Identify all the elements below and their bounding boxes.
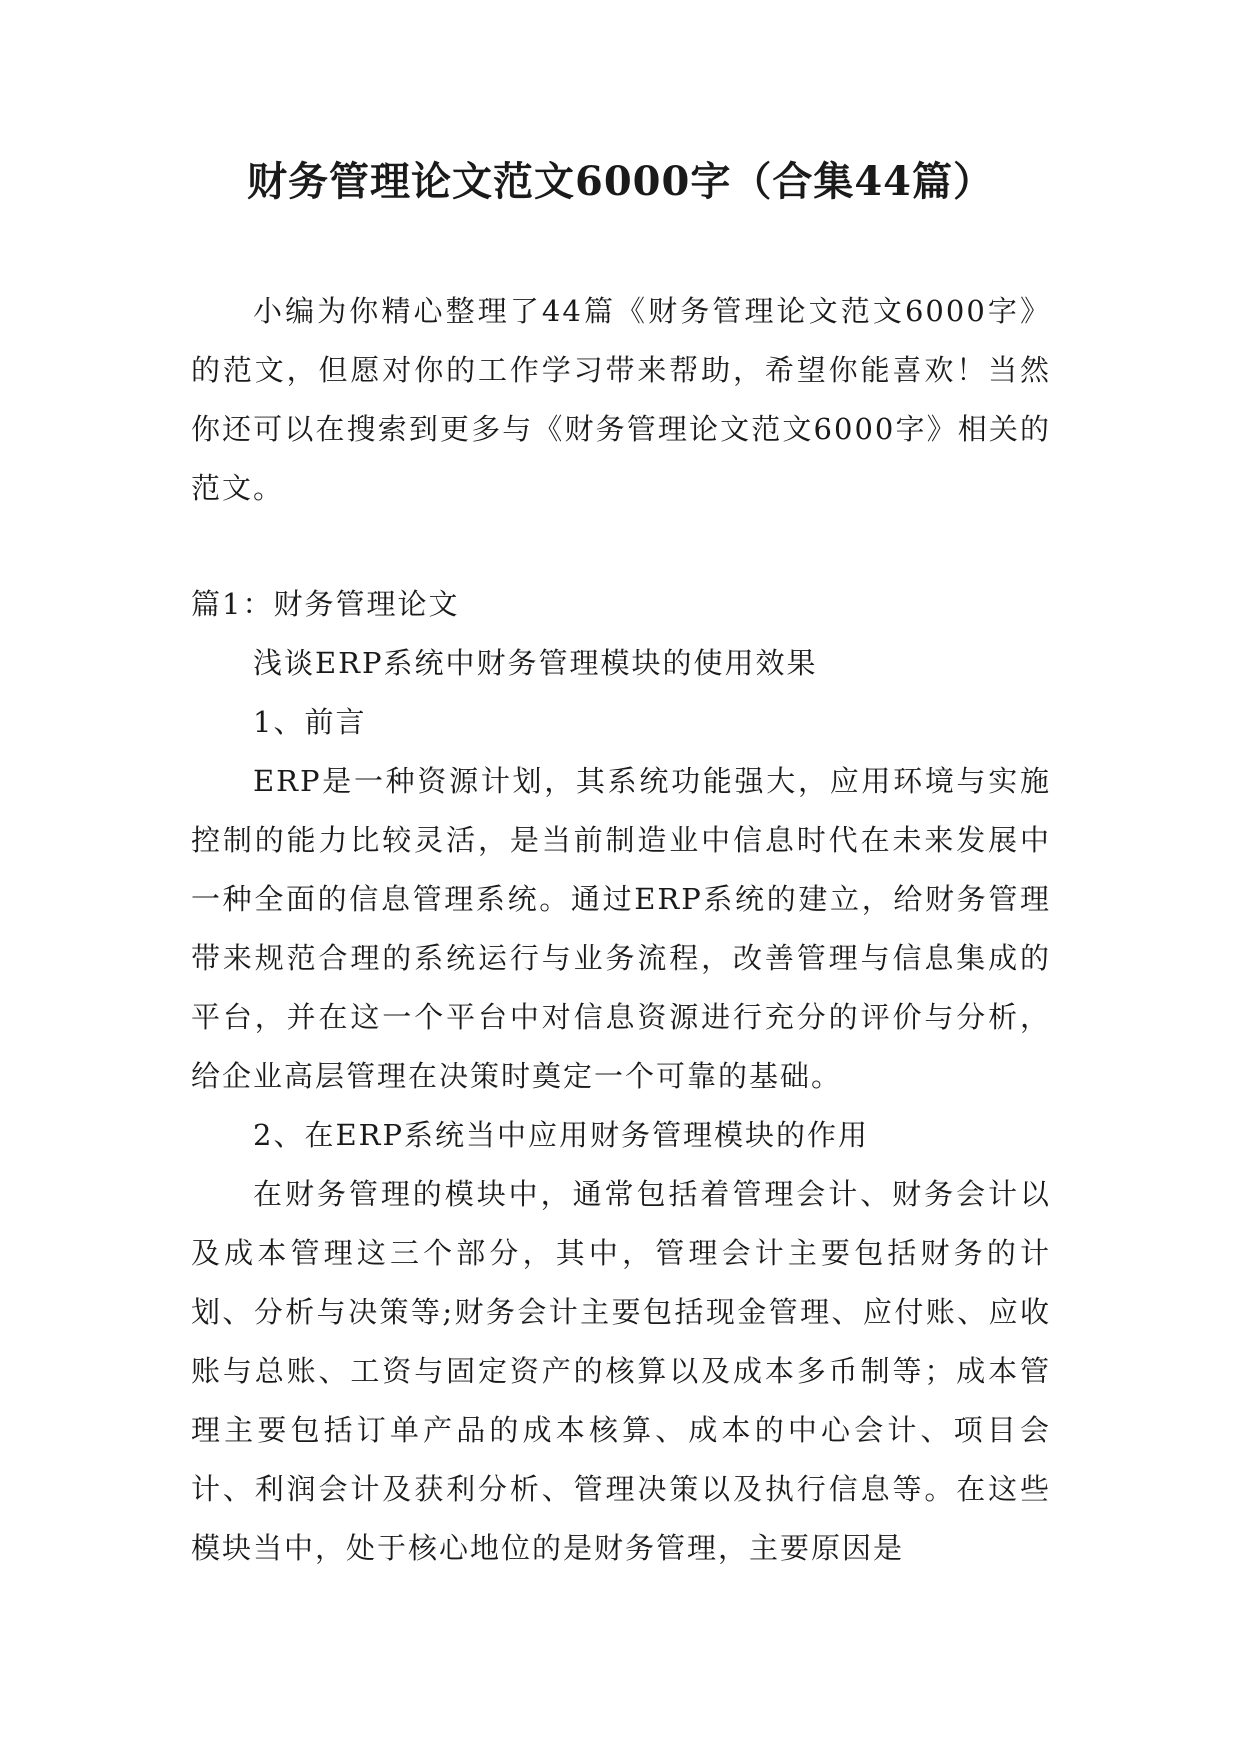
subheading-preface: 1、前言 [253, 705, 367, 739]
intro-block [191, 282, 1051, 518]
document-title: 财务管理论文范文6000字（合集44篇） [247, 158, 994, 205]
subheading-module-role: 2、在ERP系统当中应用财务管理模块的作用 [253, 1118, 869, 1152]
paragraph-module-details: 在财务管理的模块中，通常包括着管理会计、财务会计以及成本管理这三个部分，其中，管理会计主要包括财务的计划、分析与决策等;财务会计主要包括现金管理、应付账、应收账与总账、工资与固定资产的核算以及成本多币制等；成本管理主要包括订单产品的成本核算、成本的中心会计、项目会计、利润会计及获利分析、管理决策以及执行信息等。在这些模块当中，处于核心地位的是财务管理，主要原因是 [191, 1177, 1051, 1565]
article-subtitle: 浅谈ERP系统中财务管理模块的使用效果 [253, 646, 818, 680]
section-heading: 篇1：财务管理论文 [191, 587, 460, 621]
section-1 [191, 575, 1051, 1578]
intro-paragraph: 小编为你精心整理了44篇《财务管理论文范文6000字》的范文，但愿对你的工作学习带来帮助，希望你能喜欢！当然你还可以在搜索到更多与《财务管理论文范文6000字》相关的范文。 [191, 294, 1051, 505]
paragraph-erp-intro: ERP是一种资源计划，其系统功能强大，应用环境与实施控制的能力比较灵活，是当前制造业中信息时代在未来发展中一种全面的信息管理系统。通过ERP系统的建立，给财务管理带来规范合理的系统运行与业务流程，改善管理与信息集成的平台，并在这一个平台中对信息资源进行充分的评价与分析，给企业高层管理在决策时奠定一个可靠的基础。 [191, 764, 1051, 1093]
